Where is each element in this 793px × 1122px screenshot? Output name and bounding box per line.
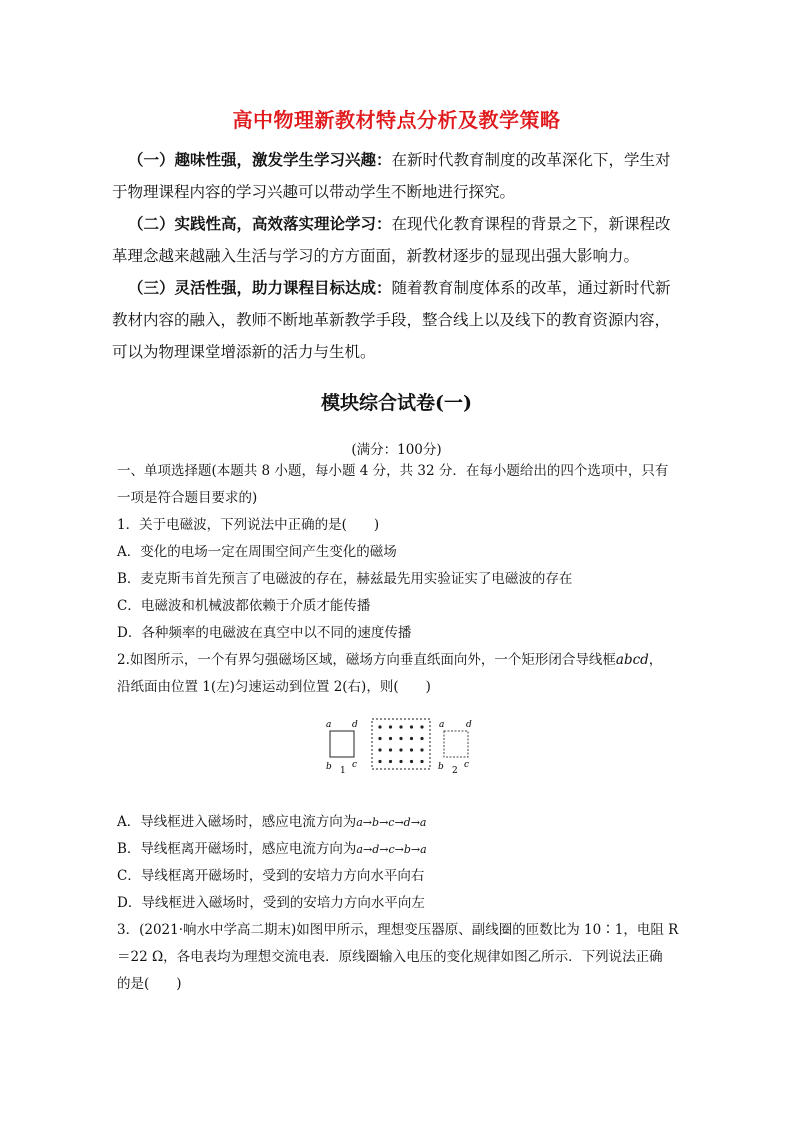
field-dot [378,748,381,751]
field-dots [378,725,423,763]
field-dot [399,748,402,751]
corner-label: d [466,720,472,730]
question-3-line1: 3．(2021·响水中学高二期末)如图甲所示，理想变压器原、副线圈的匝数比为 10∶1，电阻 R [117,922,679,938]
feature-text: 在新时代教育制度的改革深化下，学生对于物理课程内容的学习兴趣可以带动学生不断地进行探究。 [112,151,671,201]
question-2-option-a: A．导线框进入磁场时，感应电流方向为a→b→c→d→a [117,814,427,830]
question-2-option-d: D．导线框进入磁场时，受到的安培力方向水平向左 [117,895,425,911]
section-heading: 一、单项选择题(本题共 8 小题，每小题 4 分，共 32 分．在每小题给出的四个选项中，只有一项是符合题目要求的) [117,463,669,506]
question-2-stem-line1: 2.如图所示，一个有界匀强磁场区域，磁场方向垂直纸面向外，一个矩形闭合导线框abcd， [117,652,663,668]
field-dot [389,725,392,728]
page-title: 高中物理新教材特点分析及教学策略 [232,108,561,132]
field-dot [389,760,392,763]
corner-label: c [352,760,358,770]
field-dot [410,737,413,740]
frame-name: abcd [615,652,649,668]
feature-label: （三）灵活性强，助力课程目标达成： [128,279,392,297]
field-dot [389,737,392,740]
feature-label: （二）实践性高，高效落实理论学习： [128,215,392,233]
corner-label: a [439,720,445,730]
question-2-option-b: B．导线框离开磁场时，感应电流方向为a→d→c→b→a [117,841,427,857]
corner-label: d [352,720,358,730]
current-sequence: a→b→c→d→a [356,816,427,829]
field-dot [420,748,423,751]
field-dot [389,748,392,751]
position-label: 1 [340,766,346,776]
magnetic-field-figure [318,715,478,777]
current-sequence: a→d→c→b→a [356,843,427,856]
position-label: 2 [452,766,458,776]
frame-position-1 [330,731,354,757]
question-1-stem: 1．关于电磁波，下列说法中正确的是( ) [117,517,380,533]
question-2-stem-line2: 沿纸面由位置 1(左)匀速运动到位置 2(右)，则( ) [117,679,431,695]
feature-item-1 [112,144,682,208]
corner-label: b [438,762,444,772]
field-dot [410,725,413,728]
feature-text: 随着教育制度体系的改革，通过新时代新教材内容的融入，教师不断地革新教学手段，整合线上以及线下的教育资源内容，可以为物理课堂增添新的活力与生机。 [112,279,671,361]
question-1-option-c: C．电磁波和机械波都依赖于介质才能传播 [117,598,371,614]
feature-label: （一）趣味性强，激发学生学习兴趣： [128,151,392,169]
corner-label: b [326,762,332,772]
field-dot [410,760,413,763]
field-dot [399,760,402,763]
feature-item-2 [112,208,682,272]
field-dot [378,737,381,740]
field-dot [399,737,402,740]
corner-label: a [326,720,332,730]
exam-title: 模块综合试卷(一) [321,392,472,414]
question-2-option-c: C．导线框离开磁场时，受到的安培力方向水平向右 [117,868,425,884]
field-dot [420,760,423,763]
corner-label: c [464,760,470,770]
field-dot [378,725,381,728]
frame-position-2 [444,731,468,757]
field-dot [410,748,413,751]
field-dot [420,737,423,740]
feature-text: 在现代化教育课程的背景之下，新课程改革理念越来越融入生活与学习的方方面面，新教材逐步的显现出强大影响力。 [112,215,671,265]
question-1-option-a: A．变化的电场一定在周围空间产生变化的磁场 [117,544,397,560]
field-dot [378,760,381,763]
question-3-line3: 的是( ) [117,976,182,992]
question-1-option-d: D．各种频率的电磁波在真空中以不同的速度传播 [117,625,412,641]
feature-item-3 [112,272,682,368]
question-1-option-b: B．麦克斯韦首先预言了电磁波的存在，赫兹最先用实验证实了电磁波的存在 [117,571,573,587]
exam-score: (满分：100分) [351,442,442,458]
field-dot [399,725,402,728]
field-dot [420,725,423,728]
question-3-line2: ＝22 Ω，各电表均为理想交流电表．原线圈输入电压的变化规律如图乙所示．下列说法正确 [117,949,663,965]
figure-svg [318,715,478,777]
